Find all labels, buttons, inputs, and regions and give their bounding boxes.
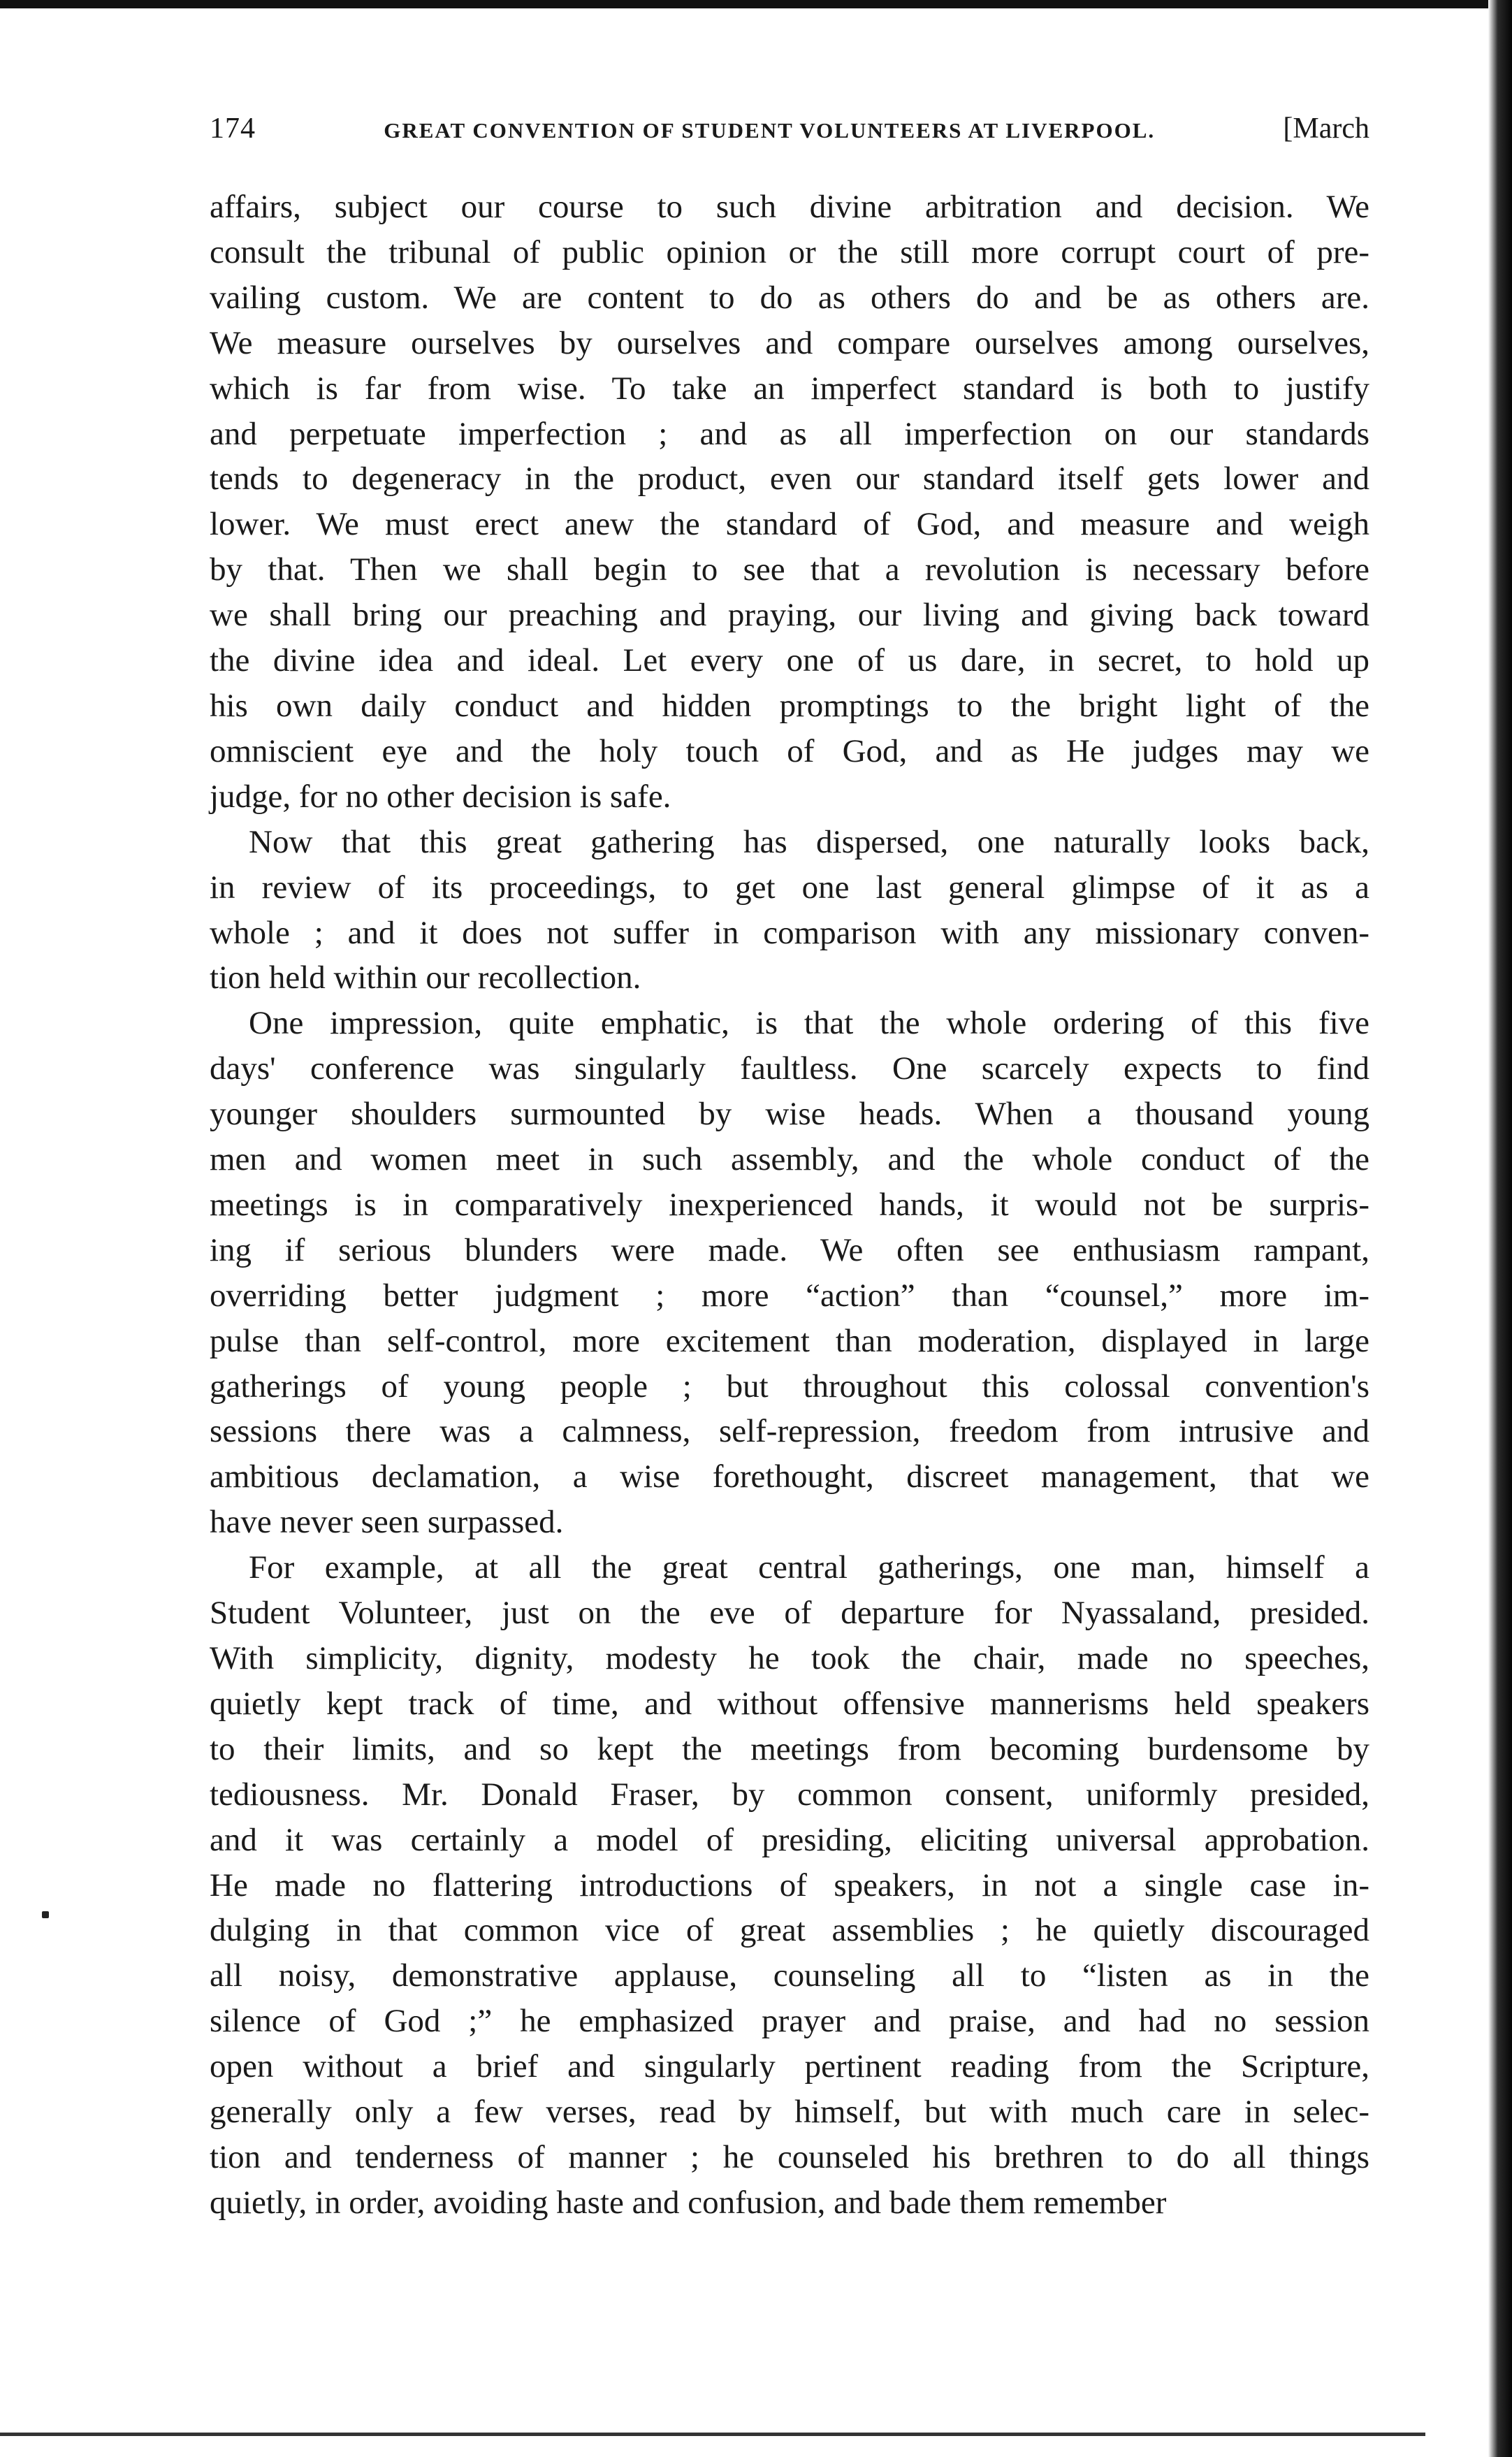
text-line: the divine idea and ideal. Let every one of us dare, in secret, to hold up — [210, 642, 1369, 679]
text-line: Student Volunteer, just on the eve of departure for Nyassaland, presided. — [210, 1595, 1369, 1632]
text-line: tion held within our recollection. — [210, 959, 641, 996]
text-line: affairs, subject our course to such divine arbitration and decision. We — [210, 189, 1369, 225]
text-line: lower. We must erect anew the standard of God, and measure and weigh — [210, 506, 1369, 543]
text-line: consult the tribunal of public opinion or the still more corrupt court of pre- — [210, 233, 1369, 270]
text-line: in review of its proceedings, to get one last general glimpse of it as a — [210, 869, 1369, 906]
text-line: overriding better judgment ; more “action” than “counsel,” more im- — [210, 1277, 1369, 1314]
text-line: vailing custom. We are content to do as others do and be as others are. — [210, 279, 1369, 316]
top-edge-rule — [0, 0, 1512, 8]
text-line: to their limits, and so kept the meetings from becoming burdensome by — [210, 1730, 1369, 1767]
text-line: omniscient eye and the holy touch of God, and as He judges may we — [210, 732, 1369, 769]
text-line: tediousness. Mr. Donald Fraser, by common consent, uniformly presided, — [210, 1776, 1369, 1813]
text-line: open without a brief and singularly pertinent reading from the Scripture, — [210, 2048, 1369, 2085]
text-line: tion and tenderness of manner ; he counseled his brethren to do all things — [210, 2138, 1369, 2175]
text-line: which is far from wise. To take an imperfect standard is both to justify — [210, 370, 1369, 407]
text-line: younger shoulders surmounted by wise heads. When a thousand young — [210, 1096, 1369, 1133]
text-line: tends to degeneracy in the product, even our standard itself gets lower and — [210, 461, 1369, 498]
text-line: and it was certainly a model of presiding, eliciting universal approbation. — [210, 1821, 1369, 1858]
running-month: [March — [1283, 113, 1369, 145]
text-line: men and women meet in such assembly, and the whole conduct of the — [210, 1141, 1369, 1178]
text-line: dulging in that common vice of great assemblies ; he quietly discouraged — [210, 1912, 1369, 1949]
text-line: have never seen surpassed. — [210, 1504, 564, 1541]
text-line: meetings is in comparatively inexperienced hands, it would not be surpris- — [210, 1186, 1369, 1223]
text-line: pulse than self-control, more excitement than moderation, displayed in large — [210, 1322, 1369, 1359]
running-head — [210, 112, 1369, 175]
text-line: days' conference was singularly faultless. One scarcely expects to find — [210, 1050, 1369, 1087]
text-line: quietly kept track of time, and without offensive mannerisms held speakers — [210, 1685, 1369, 1722]
margin-mark — [42, 1911, 49, 1918]
text-line: quietly, in order, avoiding haste and confusion, and bade them remember — [210, 2184, 1167, 2221]
text-line: ing if serious blunders were made. We often see enthusiasm rampant, — [210, 1231, 1369, 1268]
bottom-edge-rule — [0, 2433, 1425, 2436]
text-line: judge, for no other decision is safe. — [210, 778, 671, 815]
text-line: ambitious declamation, a wise forethought, discreet management, that we — [210, 1458, 1369, 1495]
page-content — [210, 112, 1369, 2226]
text-line: We measure ourselves by ourselves and compare ourselves among ourselves, — [210, 324, 1369, 361]
body-text — [210, 184, 1369, 2226]
text-line: whole ; and it does not suffer in comparison with any missionary conven- — [210, 914, 1369, 951]
page-number: 174 — [210, 113, 256, 145]
text-line: generally only a few verses, read by himself, but with much care in selec- — [210, 2094, 1369, 2131]
text-line: and perpetuate imperfection ; and as all imperfection on our standards — [210, 415, 1369, 452]
page-edge-shadow — [1488, 0, 1512, 2457]
text-line: sessions there was a calmness, self-repression, freedom from intrusive and — [210, 1413, 1369, 1450]
text-line: gatherings of young people ; but throughout this colossal convention's — [210, 1368, 1369, 1405]
text-line: silence of God ;” he emphasized prayer and praise, and had no session — [210, 2003, 1369, 2040]
text-line: He made no flattering introductions of speakers, in not a single case in- — [210, 1867, 1369, 1904]
text-line: With simplicity, dignity, modesty he took the chair, made no speeches, — [210, 1640, 1369, 1676]
text-line: Now that this great gathering has dispersed, one naturally looks back, — [249, 823, 1369, 860]
text-line: by that. Then we shall begin to see that a revolution is necessary before — [210, 551, 1369, 588]
text-line: One impression, quite emphatic, is that the whole ordering of this five — [249, 1005, 1369, 1042]
text-line: all noisy, demonstrative applause, counseling all to “listen as in the — [210, 1957, 1369, 1994]
text-line: his own daily conduct and hidden promptings to the bright light of the — [210, 687, 1369, 724]
text-line: we shall bring our preaching and praying, our living and giving back toward — [210, 597, 1369, 634]
text-line: For example, at all the great central gatherings, one man, himself a — [249, 1549, 1369, 1586]
running-title: GREAT CONVENTION OF STUDENT VOLUNTEERS AT LIVERPOOL. — [384, 118, 1156, 143]
